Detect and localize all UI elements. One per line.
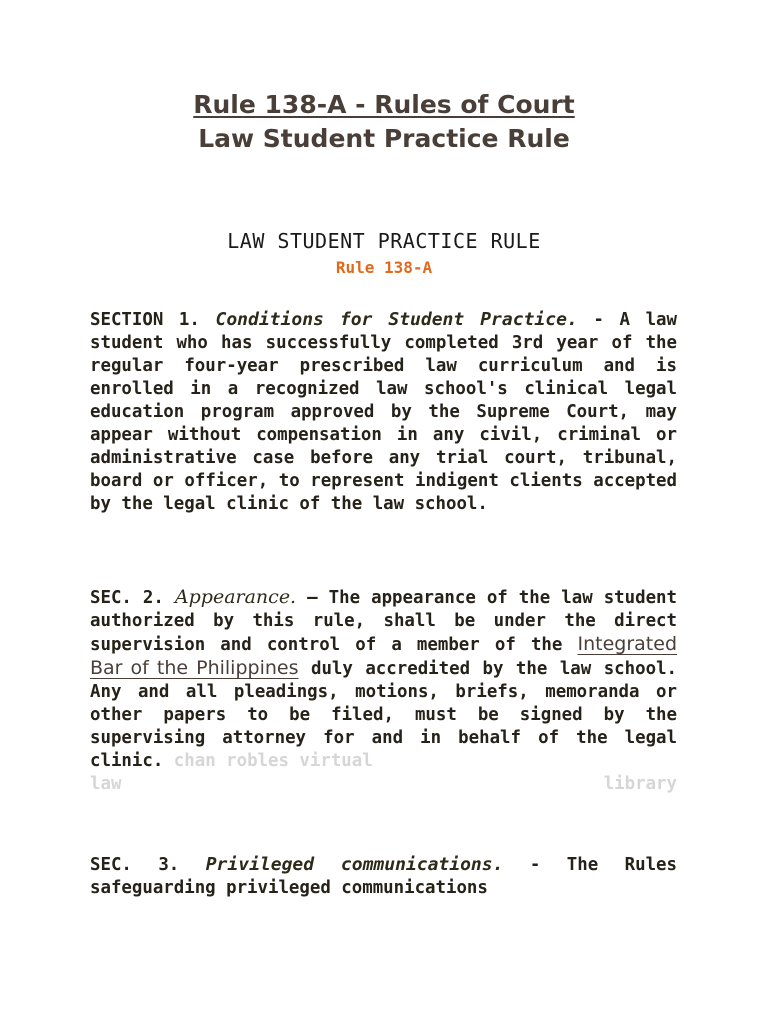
section-1-paragraph xyxy=(90,308,677,516)
document-title: Rule 138-A - Rules of Court xyxy=(193,90,575,119)
section-3-body: - The Rules safeguarding privileged communications xyxy=(90,855,677,898)
watermark-text-1: chan robles virtual xyxy=(173,751,373,771)
section-2-number: SEC. 2. xyxy=(90,588,164,608)
rule-number: Rule 138-A xyxy=(335,258,433,277)
ibp-link[interactable]: Integrated Bar of the Philippines xyxy=(90,633,677,679)
watermark-text-2: law xyxy=(90,774,122,794)
rule-heading: LAW STUDENT PRACTICE RULE xyxy=(227,229,541,253)
section-2-paragraph xyxy=(90,586,677,796)
section-1-title: Conditions for Student Practice. xyxy=(215,309,578,330)
section-2-title: Appearance. xyxy=(174,586,297,608)
section-1-body: - A law student who has successfully completed 3rd year of the regular four-year prescribed law curriculum and is enrolled in a recognized law school's clinical legal education program approved by the Supreme Court, may appear without compensation in any civil, criminal or administrative case before any trial court, tribunal, board or officer, to represent indigent clients accepted by the legal clinic of the law school. xyxy=(90,310,678,514)
watermark-text-3: library xyxy=(603,774,677,794)
section-2-body-end: duly accredited by the law school. Any and all pleadings, motions, briefs, memoranda or other papers to be filed, must be signed by the supervising attorney for and in behalf of the legal clinic. xyxy=(90,659,678,771)
section-1-number: SECTION 1. xyxy=(90,310,200,330)
section-3-paragraph xyxy=(90,853,677,900)
section-2-body-start: – The appearance of the law student authorized by this rule, shall be under the direct supervision and control of a member of the xyxy=(90,588,677,655)
section-3-title: Privileged communications. xyxy=(205,854,504,875)
watermark-line xyxy=(90,773,677,796)
section-3-number: SEC. 3. xyxy=(90,855,180,875)
document-subtitle: Law Student Practice Rule xyxy=(198,124,570,153)
